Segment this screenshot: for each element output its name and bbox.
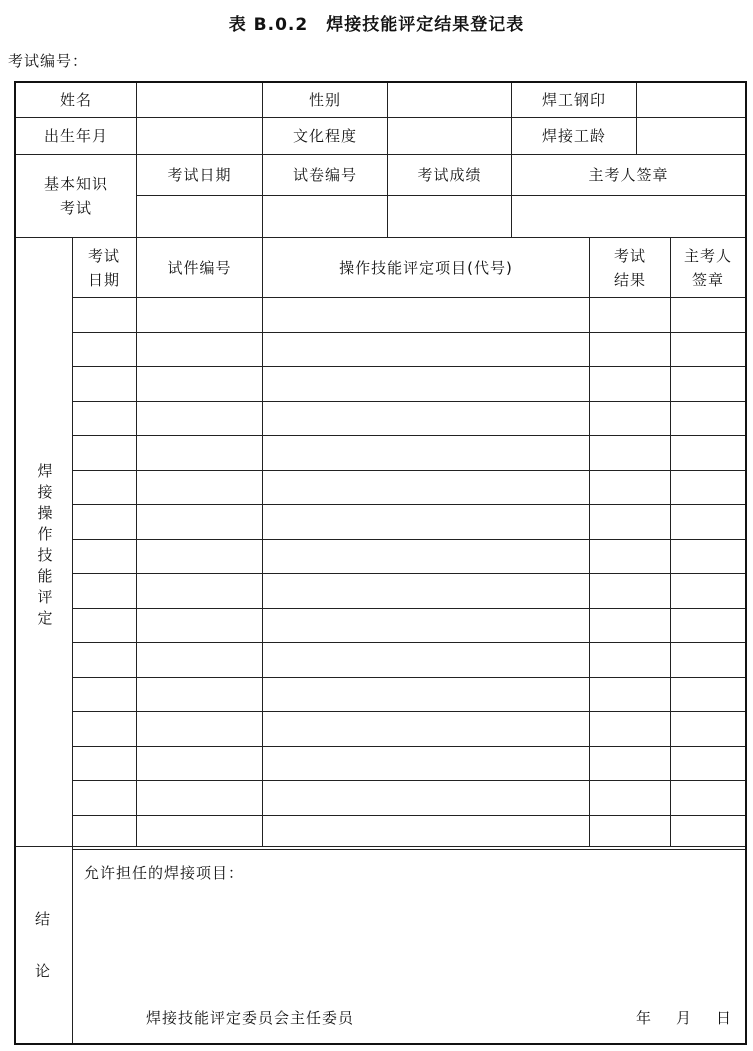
- grid-line-h: [72, 401, 745, 402]
- conclusion-label-1: 结: [34, 910, 51, 928]
- operation-header-result: 考试 结果: [613, 246, 646, 289]
- allowed-items-label: 允许担任的焊接项目：: [84, 864, 245, 882]
- operation-header-date: 考试 日期: [87, 246, 120, 289]
- welding-age-field[interactable]: [637, 118, 745, 154]
- grid-line-h: [72, 435, 745, 436]
- grid-line-v: [589, 238, 590, 846]
- year-label: 年: [635, 1009, 652, 1027]
- grid-line-h: [72, 608, 745, 609]
- month-label: 月: [675, 1009, 692, 1027]
- grid-line-h: [72, 711, 745, 712]
- grid-line-h: [72, 297, 745, 298]
- grid-line-h: [72, 332, 745, 333]
- grid-line-h: [72, 573, 745, 574]
- grid-line-v: [262, 238, 263, 846]
- knowledge-score-field[interactable]: [388, 196, 511, 237]
- exam-number-label: 考试编号：: [8, 52, 89, 70]
- grid-line-v: [136, 238, 137, 846]
- grid-line-h: [72, 504, 745, 505]
- day-label: 日: [715, 1009, 732, 1027]
- birth-label: 出生年月: [43, 127, 108, 145]
- registration-form: [14, 81, 747, 1045]
- grid-line-h: [72, 746, 745, 747]
- form-title: 表 B.0.2 焊接技能评定结果登记表: [228, 15, 525, 35]
- operation-section-label: 焊接操作技能评定: [37, 462, 53, 627]
- name-field[interactable]: [137, 83, 262, 117]
- knowledge-exam-label: 基本知识 考试: [43, 175, 108, 217]
- grid-line-h: [16, 846, 745, 847]
- grid-line-h: [72, 849, 745, 850]
- grid-line-h: [72, 677, 745, 678]
- grid-line-h: [72, 366, 745, 367]
- grid-line-h: [72, 539, 745, 540]
- grid-line-h: [72, 780, 745, 781]
- grid-line-v: [670, 238, 671, 846]
- knowledge-header-date: 考试日期: [167, 166, 232, 184]
- operation-header-examiner-seal: 主考人 签章: [683, 246, 732, 289]
- welder-stamp-field[interactable]: [637, 83, 745, 117]
- welder-stamp-label: 焊工钢印: [541, 91, 606, 109]
- knowledge-examiner-seal-field[interactable]: [512, 196, 745, 237]
- education-field[interactable]: [388, 118, 511, 154]
- grid-line-h: [72, 642, 745, 643]
- grid-line-h: [72, 470, 745, 471]
- knowledge-header-examiner-seal: 主考人签章: [588, 166, 669, 184]
- knowledge-header-score: 考试成绩: [417, 166, 482, 184]
- birth-field[interactable]: [137, 118, 262, 154]
- education-label: 文化程度: [292, 127, 357, 145]
- conclusion-label-2: 论: [34, 962, 51, 980]
- operation-header-item: 操作技能评定项目(代号): [339, 258, 513, 277]
- welding-age-label: 焊接工龄: [541, 127, 606, 145]
- allowed-items-field[interactable]: [84, 863, 739, 983]
- name-label: 姓名: [59, 91, 92, 109]
- grid-line-v: [72, 238, 73, 846]
- gender-label: 性别: [308, 91, 341, 109]
- knowledge-paper-no-field[interactable]: [263, 196, 387, 237]
- operation-header-specimen-no: 试件编号: [167, 258, 232, 277]
- gender-field[interactable]: [388, 83, 511, 117]
- chairman-label: 焊接技能评定委员会主任委员: [146, 1009, 355, 1027]
- grid-line-h: [72, 815, 745, 816]
- knowledge-date-field[interactable]: [137, 196, 262, 237]
- grid-line-v: [72, 846, 73, 1043]
- knowledge-header-paper-no: 试卷编号: [292, 166, 357, 184]
